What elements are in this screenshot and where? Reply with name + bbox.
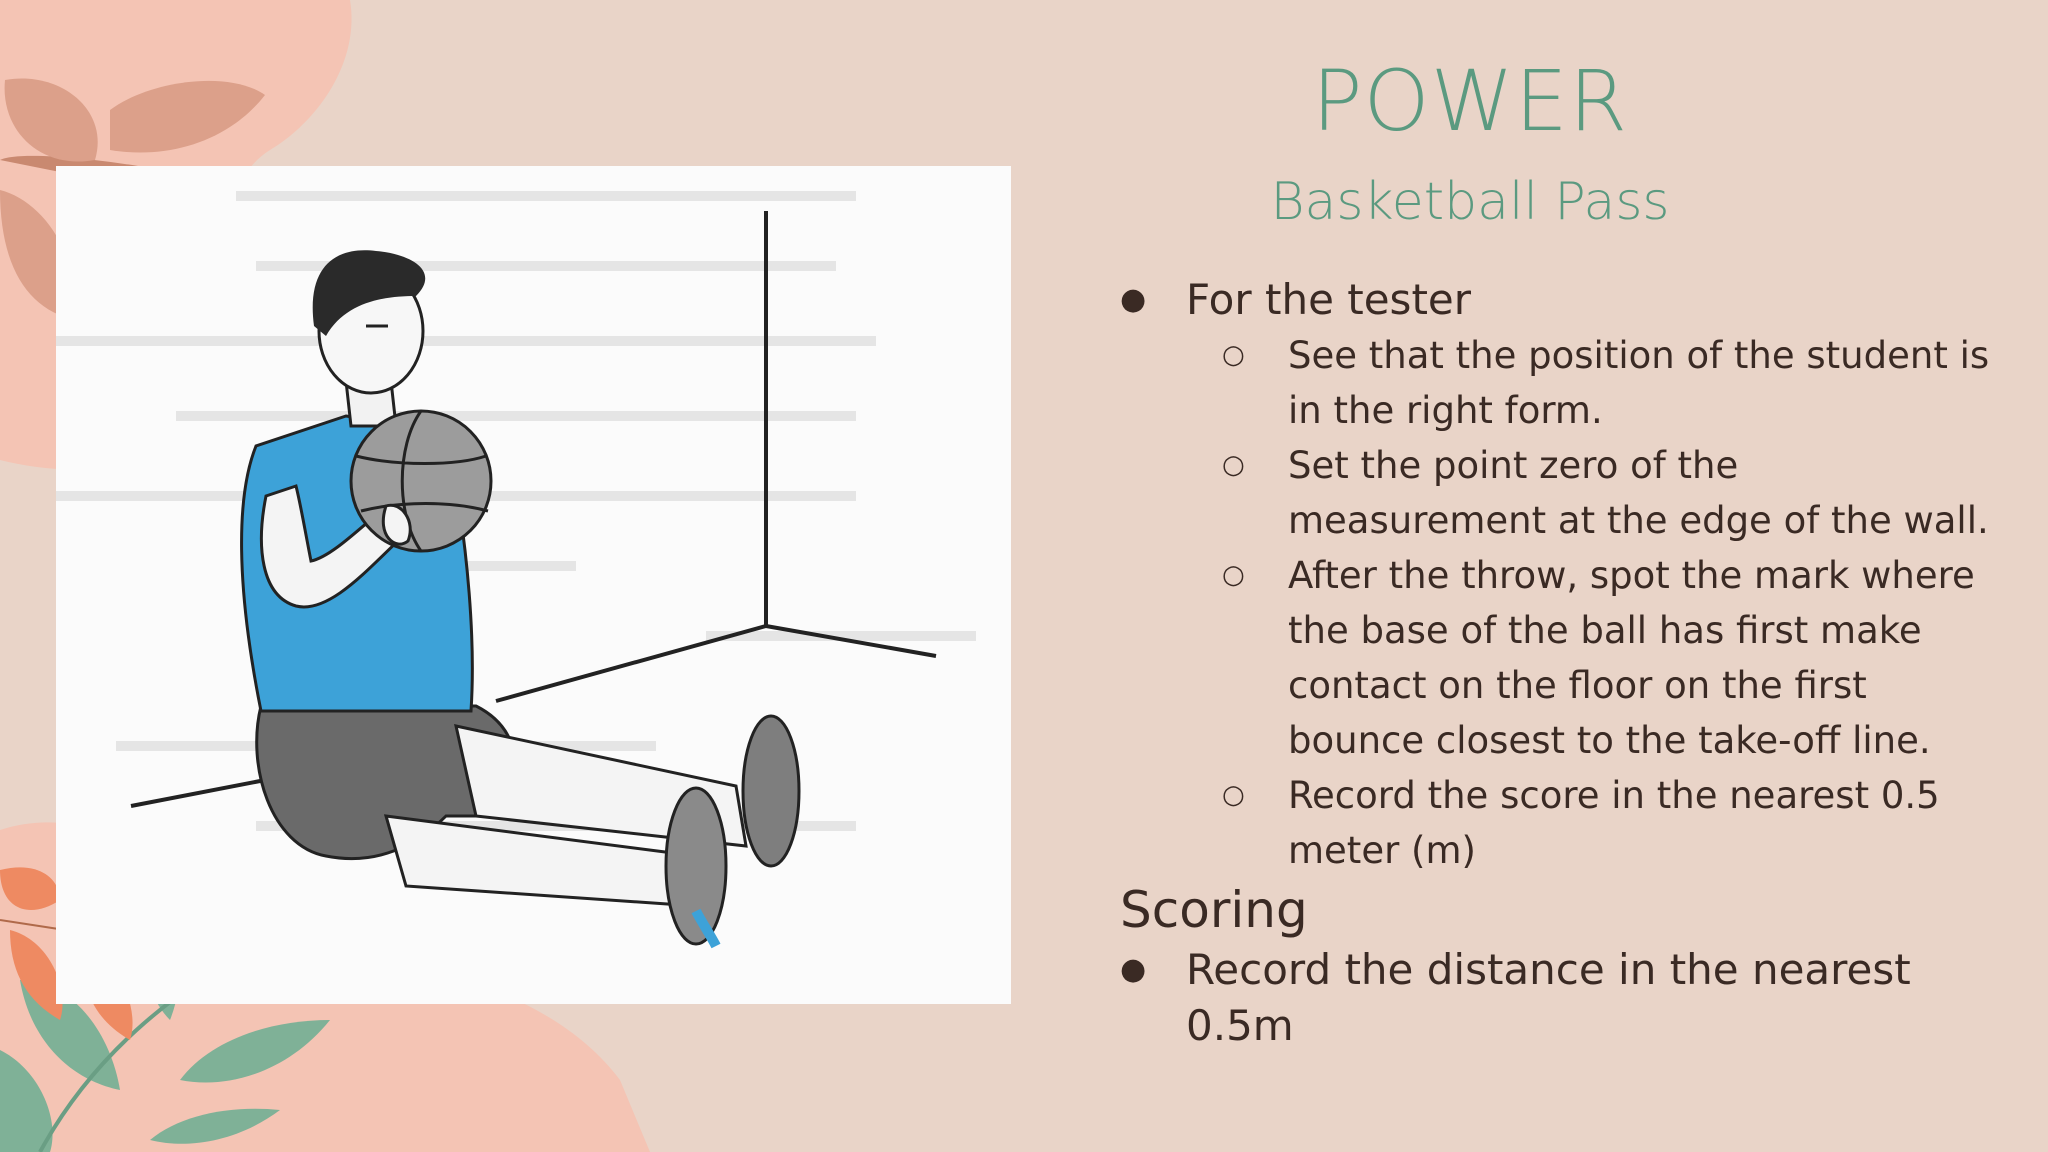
circle-bullet-icon: ○ <box>1222 450 1245 480</box>
basketball <box>351 411 491 551</box>
tester-item-text: Record the score in the nearest 0.5 meter (m) <box>1288 774 1940 872</box>
circle-bullet-icon: ○ <box>1222 560 1245 590</box>
bullet-icon: ● <box>1120 282 1147 317</box>
tester-heading: For the tester <box>1186 275 1472 324</box>
slide-subtitle: Basketball Pass <box>1270 172 1670 232</box>
scoring-item-text: Record the distance in the nearest 0.5m <box>1186 945 1911 1050</box>
circle-bullet-icon: ○ <box>1222 340 1245 370</box>
tester-item-3 <box>1120 548 2000 768</box>
tester-item-text: After the throw, spot the mark where the base of the ball has first make contact on the floor on the first bounce closest to the take-off line. <box>1288 554 1975 762</box>
basketball-pass-illustration <box>56 166 1011 1004</box>
scoring-item-1 <box>1120 942 2000 1054</box>
tester-item-4 <box>1120 768 2000 878</box>
tester-item-1 <box>1120 328 2000 438</box>
tester-item-text: See that the position of the student is in the right form. <box>1288 334 1990 432</box>
scoring-heading: Scoring <box>1120 881 1308 939</box>
slide-title: POWER <box>1311 52 1629 150</box>
circle-bullet-icon: ○ <box>1222 780 1245 810</box>
tester-item-2 <box>1120 438 2000 548</box>
seated-boy-with-basketball-drawing <box>56 166 1011 1004</box>
left-shoe <box>743 716 799 866</box>
tester-heading-item <box>1120 272 2000 328</box>
bullet-icon: ● <box>1120 952 1147 987</box>
tester-item-text: Set the point zero of the measurement at the edge of the wall. <box>1288 444 1989 542</box>
instructions-content <box>1120 272 2000 1054</box>
